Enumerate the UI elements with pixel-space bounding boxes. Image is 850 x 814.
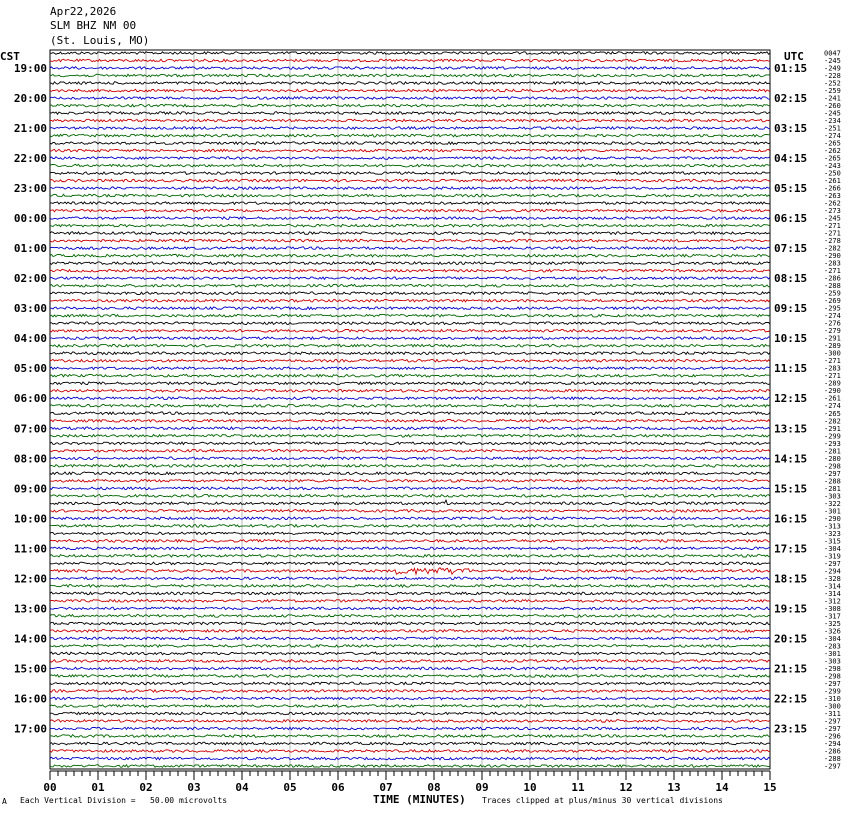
trace-offset-label: -294 (824, 740, 841, 748)
x-tick-label: 15 (763, 781, 777, 794)
trace-line (50, 82, 770, 85)
trace-offset-label: -317 (824, 612, 841, 621)
clip-note: Traces clipped at plus/minus 30 vertical divisions (482, 796, 723, 805)
trace-line (50, 179, 770, 182)
trace-offset-label: -313 (824, 522, 841, 531)
trace-offset-label: -269 (824, 297, 841, 306)
x-tick-label: 14 (715, 781, 729, 794)
trace-line (50, 652, 770, 655)
trace-line (50, 742, 770, 745)
left-hour-label: 09:00 (13, 482, 47, 496)
trace-offset-label: -259 (824, 289, 841, 298)
trace-line (50, 690, 770, 693)
trace-offset-label: -259 (824, 87, 841, 95)
right-hour-label: 14:15 (774, 452, 808, 466)
left-hour-label: 19:00 (13, 62, 47, 75)
x-tick-label: 10 (523, 781, 537, 794)
trace-offset-label: -282 (824, 244, 841, 253)
x-tick-label: 02 (139, 781, 153, 794)
trace-line (50, 660, 770, 663)
trace-offset-label: -288 (824, 282, 841, 291)
trace-offset-label: -290 (824, 514, 841, 523)
trace-offset-label: -297 (824, 559, 841, 568)
trace-offset-label: -295 (824, 304, 841, 313)
left-hour-label: 06:00 (13, 392, 47, 406)
trace-offset-label: -298 (824, 664, 841, 673)
trace-line (50, 269, 770, 272)
trace-offset-label: -290 (824, 252, 841, 261)
trace-line (50, 104, 770, 107)
trace-offset-label: -315 (824, 537, 841, 546)
trace-line (50, 727, 770, 730)
left-hour-label: 08:00 (13, 452, 47, 466)
trace-offset-label: -279 (824, 327, 841, 336)
trace-offset-label: -319 (824, 552, 841, 561)
trace-offset-label: -266 (824, 184, 841, 193)
trace-line (50, 142, 770, 145)
left-hour-label: 11:00 (13, 542, 47, 556)
trace-offset-label: -297 (824, 679, 841, 688)
trace-offset-label: -276 (824, 319, 841, 328)
right-hour-label: 17:15 (774, 542, 808, 556)
right-hour-label: 03:15 (774, 122, 808, 136)
trace-line (50, 600, 770, 603)
trace-line (50, 510, 770, 513)
scale-note: Each Vertical Division = 50.00 microvolts (20, 796, 228, 805)
trace-offset-label: -262 (824, 199, 841, 208)
trace-line (50, 344, 770, 347)
right-hour-label: 05:15 (774, 182, 808, 196)
trace-line (50, 405, 770, 408)
trace-line (50, 307, 770, 310)
trace-offset-label: -281 (824, 484, 841, 493)
trace-offset-label: -281 (824, 447, 841, 456)
trace-offset-label: -286 (824, 274, 841, 283)
trace-line (50, 607, 770, 610)
trace-offset-label: -249 (824, 64, 841, 73)
trace-offset-label: -293 (824, 439, 841, 448)
x-tick-label: 11 (571, 781, 585, 794)
trace-offset-label: -326 (824, 627, 841, 636)
trace-line (50, 645, 770, 648)
trace-line (50, 232, 770, 235)
left-hour-label: 16:00 (13, 692, 47, 706)
trace-line (50, 750, 770, 753)
trace-offset-label: -298 (824, 672, 841, 681)
trace-offset-label: -310 (824, 695, 841, 703)
trace-line (50, 712, 770, 715)
trace-offset-label: -290 (824, 387, 841, 396)
right-hour-label: 23:15 (774, 722, 808, 736)
trace-offset-label: -291 (824, 424, 841, 433)
trace-line (50, 435, 770, 438)
trace-offset-label: -261 (824, 177, 841, 186)
trace-line (50, 450, 770, 453)
trace-line (50, 697, 770, 700)
trace-offset-label: -271 (824, 267, 841, 276)
right-hour-label: 15:15 (774, 482, 808, 496)
trace-offset-label: -301 (824, 507, 841, 516)
trace-offset-label: -262 (824, 147, 841, 156)
trace-offset-label: -314 (824, 582, 841, 591)
trace-line (50, 187, 770, 190)
right-hour-label: 02:15 (774, 92, 808, 105)
x-tick-label: 13 (667, 781, 681, 794)
left-hour-label: 20:00 (13, 92, 47, 105)
trace-offset-label: -314 (824, 589, 841, 598)
trace-offset-label: -278 (824, 237, 841, 246)
trace-line (50, 284, 770, 287)
trace-offset-label: -243 (824, 162, 841, 171)
trace-line (50, 247, 770, 250)
trace-offset-label: -297 (824, 762, 841, 771)
x-tick-label: 06 (331, 781, 345, 794)
trace-offset-label: -265 (824, 409, 841, 418)
trace-line (50, 52, 770, 55)
trace-offset-label: -294 (824, 567, 841, 576)
trace-line (50, 637, 770, 640)
trace-offset-label: -304 (824, 634, 841, 643)
trace-line (50, 592, 770, 595)
trace-offset-label: -291 (824, 334, 841, 343)
trace-offset-label: -303 (824, 657, 841, 666)
trace-offset-label: -289 (824, 342, 841, 351)
x-tick-label: 05 (283, 781, 297, 794)
x-tick-label: 07 (379, 781, 393, 794)
trace-line (50, 239, 770, 242)
trace-line (50, 314, 770, 317)
trace-line (50, 500, 770, 505)
trace-offset-label: -300 (824, 349, 841, 358)
left-hour-label: 21:00 (13, 122, 47, 136)
x-tick-label: 12 (619, 781, 633, 794)
trace-line (50, 615, 770, 618)
trace-line (50, 562, 770, 565)
trace-line (50, 630, 770, 633)
trace-offset-label: -288 (824, 477, 841, 486)
right-hour-label: 09:15 (774, 302, 808, 316)
x-tick-label: 08 (427, 781, 441, 794)
trace-line (50, 262, 770, 265)
left-hour-label: 01:00 (13, 242, 47, 256)
trace-line (50, 194, 770, 197)
trace-line (50, 217, 770, 220)
trace-line (50, 622, 770, 625)
station-code: SLM BHZ NM 00 (50, 19, 137, 32)
right-hour-label: 11:15 (774, 362, 808, 376)
trace-line (50, 389, 770, 392)
trace-line (50, 74, 770, 77)
trace-line (50, 480, 770, 483)
left-hour-label: 22:00 (13, 152, 47, 166)
trace-line (50, 420, 770, 423)
trace-line (50, 127, 770, 130)
left-hour-label: 03:00 (13, 302, 47, 316)
right-hour-label: 12:15 (774, 392, 808, 406)
trace-line (50, 224, 770, 227)
trace-offset-label: -325 (824, 619, 841, 628)
left-hour-label: 10:00 (13, 512, 47, 526)
trace-line (50, 112, 770, 115)
trace-line (50, 352, 770, 355)
trace-line (50, 374, 770, 377)
right-hour-label: 01:15 (774, 62, 808, 75)
right-hour-label: 06:15 (774, 212, 808, 226)
left-hour-label: 00:00 (13, 212, 47, 226)
trace-line (50, 577, 770, 580)
trace-offset-label: -282 (824, 417, 841, 426)
trace-offset-label: -271 (824, 229, 841, 238)
trace-line (50, 568, 770, 575)
left-timezone-label: CST (0, 50, 20, 63)
trace-offset-label: -299 (824, 432, 841, 441)
trace-line (50, 472, 770, 475)
trace-offset-label: -323 (824, 529, 841, 538)
trace-line (50, 442, 770, 445)
trace-offset-label: -322 (824, 499, 841, 508)
trace-offset-label: -250 (824, 169, 841, 178)
trace-offset-label: -271 (824, 222, 841, 231)
right-hour-label: 20:15 (774, 632, 808, 646)
trace-offset-label: -252 (824, 79, 841, 88)
right-hour-label: 22:15 (774, 692, 808, 706)
trace-offset-label: -283 (824, 259, 841, 268)
trace-offset-label: -300 (824, 702, 841, 711)
trace-offset-label: -297 (824, 469, 841, 478)
x-tick-label: 00 (43, 781, 57, 794)
trace-offset-label: -271 (824, 372, 841, 381)
right-hour-label: 18:15 (774, 572, 808, 586)
trace-line (50, 202, 770, 205)
trace-offset-label: -304 (824, 544, 841, 553)
trace-offset-label: -312 (824, 597, 841, 606)
trace-offset-label: -298 (824, 462, 841, 471)
x-axis-title: TIME (MINUTES) (373, 793, 466, 806)
left-hour-label: 17:00 (13, 722, 47, 736)
trace-offset-label: -265 (824, 139, 841, 148)
trace-offset-label: -261 (824, 394, 841, 403)
trace-line (50, 67, 770, 70)
trace-line (50, 705, 770, 708)
trace-line (50, 134, 770, 137)
trace-offset-label: -288 (824, 755, 841, 763)
trace-offset-label: -260 (824, 102, 841, 110)
trace-line (50, 172, 770, 175)
x-tick-label: 03 (187, 781, 201, 794)
right-hour-label: 10:15 (774, 332, 808, 346)
trace-line (50, 59, 770, 62)
trace-offset-label: -296 (824, 732, 841, 741)
trace-line (50, 412, 770, 415)
trace-line (50, 487, 770, 490)
trace-offset-label: -271 (824, 357, 841, 366)
trace-offset-label: -286 (824, 747, 841, 756)
trace-line (50, 525, 770, 528)
left-hour-label: 04:00 (13, 332, 47, 346)
right-hour-label: 04:15 (774, 152, 808, 166)
trace-offset-label: -328 (824, 574, 841, 583)
trace-offset-label: -274 (824, 312, 841, 321)
trace-offset-label: -283 (824, 642, 841, 651)
plot-date: Apr22,2026 (50, 5, 117, 18)
trace-line (50, 495, 770, 498)
trace-line (50, 585, 770, 588)
right-hour-label: 07:15 (774, 242, 808, 256)
trace-line (50, 157, 770, 160)
left-hour-label: 15:00 (13, 662, 47, 676)
trace-line (50, 359, 770, 362)
corner-mark: A (2, 797, 7, 806)
trace-line (50, 254, 770, 257)
trace-offset-label: -245 (824, 57, 841, 65)
right-hour-label: 21:15 (774, 662, 808, 676)
trace-line (50, 299, 770, 302)
trace-line (50, 555, 770, 558)
x-tick-label: 09 (475, 781, 489, 794)
trace-offset-label: -289 (824, 379, 841, 388)
trace-line (50, 427, 770, 430)
trace-line (50, 164, 770, 167)
trace-line (50, 547, 770, 550)
trace-line (50, 465, 770, 468)
trace-line (50, 292, 770, 295)
trace-offset-label: -245 (824, 214, 841, 223)
trace-line (50, 149, 770, 152)
right-hour-label: 13:15 (774, 422, 808, 436)
trace-line (50, 322, 770, 325)
trace-line (50, 735, 770, 738)
trace-line (50, 337, 770, 340)
right-hour-label: 08:15 (774, 272, 808, 286)
trace-offset-label: -280 (824, 454, 841, 463)
trace-offset-label: -297 (824, 717, 841, 726)
x-tick-label: 01 (91, 781, 105, 794)
left-hour-label: 14:00 (13, 632, 47, 646)
trace-offset-label: -245 (824, 109, 841, 118)
trace-offset-label: -251 (824, 124, 841, 133)
right-hour-label: 16:15 (774, 512, 808, 526)
trace-offset-label: -308 (824, 604, 841, 613)
left-hour-label: 12:00 (13, 572, 47, 586)
trace-line (50, 277, 770, 280)
trace-line (50, 119, 770, 122)
left-hour-label: 23:00 (13, 182, 47, 196)
trace-offset-label: -301 (824, 649, 841, 658)
x-tick-label: 04 (235, 781, 249, 794)
left-hour-label: 05:00 (13, 362, 47, 376)
trace-offset-label: -283 (824, 364, 841, 373)
trace-line (50, 209, 770, 212)
station-location: (St. Louis, MO) (50, 34, 150, 47)
left-hour-label: 07:00 (13, 422, 47, 436)
right-hour-label: 19:15 (774, 602, 808, 616)
trace-line (50, 532, 770, 535)
trace-line (50, 675, 770, 678)
trace-offset-label: -303 (824, 492, 841, 501)
trace-line (50, 457, 770, 460)
trace-offset-label: -228 (824, 72, 841, 80)
left-hour-label: 02:00 (13, 272, 47, 286)
trace-line (50, 540, 770, 543)
trace-line (50, 89, 770, 92)
trace-line (50, 97, 770, 100)
trace-offset-label: -274 (824, 132, 841, 141)
right-timezone-label: UTC (784, 50, 804, 63)
trace-offset-label: -273 (824, 207, 841, 216)
trace-offset-label: -274 (824, 402, 841, 411)
trace-line (50, 682, 770, 685)
trace-line (50, 720, 770, 723)
trace-line (50, 757, 770, 760)
trace-offset-label: -311 (824, 710, 841, 718)
trace-line (50, 765, 770, 768)
trace-line (50, 382, 770, 385)
trace-offset-label: -234 (824, 117, 841, 125)
trace-line (50, 517, 770, 520)
trace-offset-label: -297 (824, 725, 841, 733)
trace-line (50, 667, 770, 670)
trace-line (50, 367, 770, 370)
trace-offset-label: -263 (824, 192, 841, 201)
trace-offset-label: -299 (824, 687, 841, 696)
trace-line (50, 329, 770, 332)
trace-offset-label: -241 (824, 94, 841, 103)
trace-offset-label: 0047 (824, 49, 841, 58)
left-hour-label: 13:00 (13, 602, 47, 616)
trace-line (50, 397, 770, 400)
trace-offset-label: -265 (824, 154, 841, 163)
